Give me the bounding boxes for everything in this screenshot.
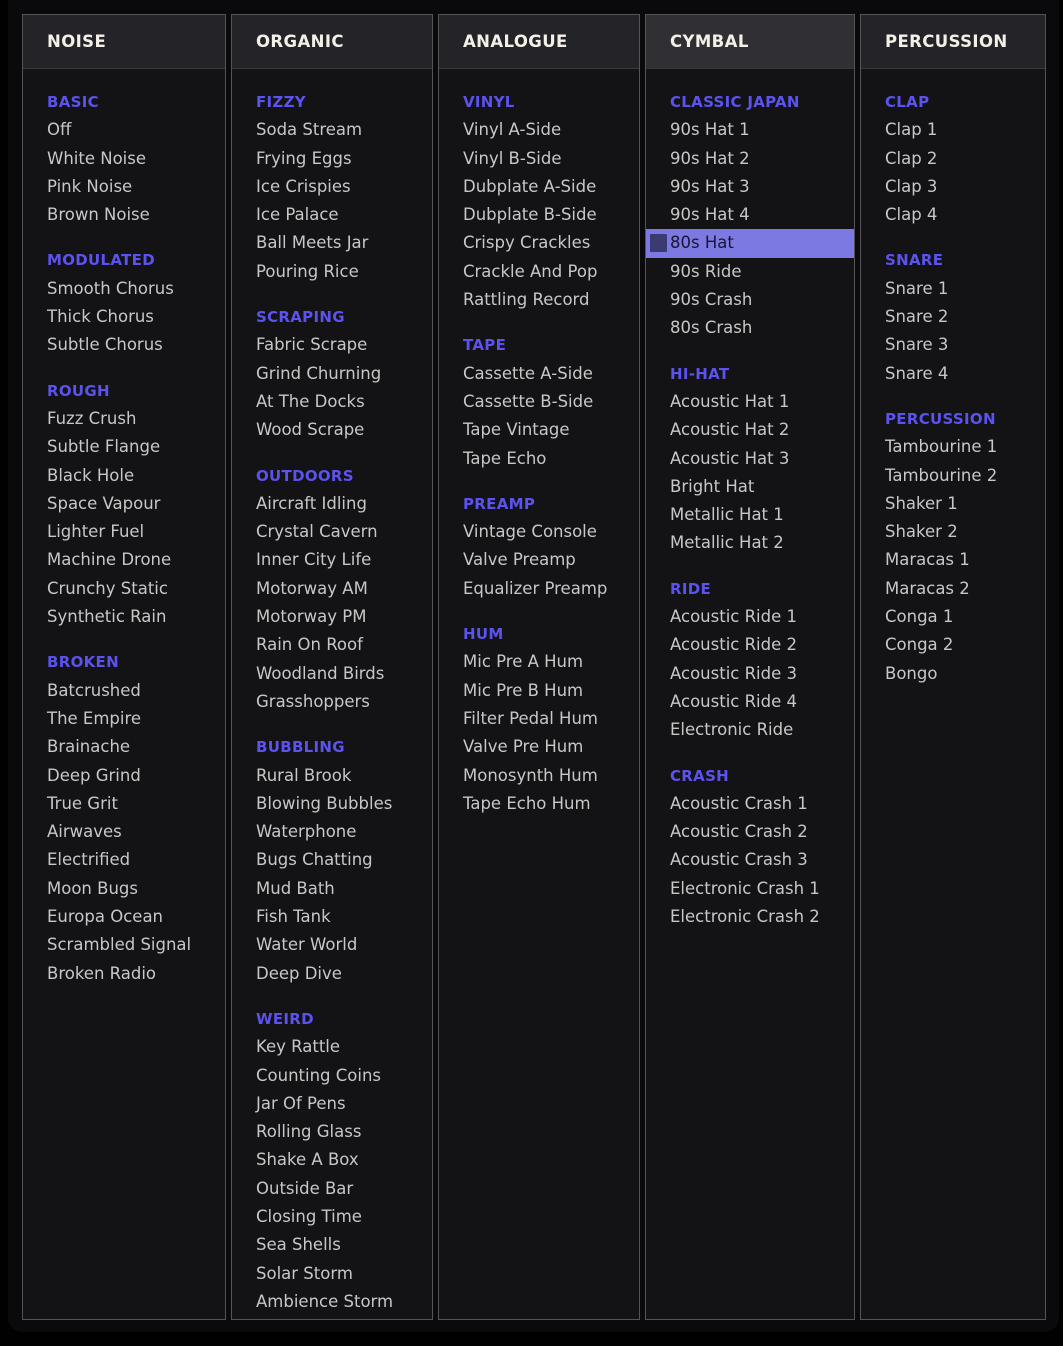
- preset-item[interactable]: Electrified: [47, 850, 131, 870]
- preset-item[interactable]: Deep Dive: [256, 963, 342, 983]
- section-label: CRASH: [670, 766, 730, 785]
- column-header-noise: NOISE: [23, 15, 225, 69]
- section-label: CLASSIC JAPAN: [670, 93, 800, 111]
- preset-item[interactable]: 90s Hat 2: [670, 148, 750, 168]
- section-modulated: [23, 246, 225, 359]
- preset-item[interactable]: Snare 4: [885, 363, 949, 383]
- preset-item[interactable]: Water World: [256, 935, 358, 955]
- section-broken: [23, 648, 225, 988]
- preset-item[interactable]: Rural Brook: [256, 765, 352, 785]
- section-basic: [23, 88, 225, 229]
- preset-item[interactable]: 80s Crash: [670, 318, 753, 338]
- preset-item[interactable]: Ice Crispies: [256, 176, 351, 196]
- preset-item[interactable]: Sea Shells: [256, 1235, 341, 1255]
- section-label: HUM: [463, 625, 504, 644]
- preset-item[interactable]: Frying Eggs: [256, 148, 352, 168]
- preset-item[interactable]: Metallic Hat 2: [670, 533, 784, 553]
- preset-item[interactable]: Grasshoppers: [256, 691, 370, 711]
- section-snare: [861, 246, 1045, 387]
- section-classic-japan: [646, 88, 854, 343]
- preset-item[interactable]: Smooth Chorus: [47, 278, 174, 298]
- preset-item[interactable]: Bugs Chatting: [256, 850, 373, 870]
- preset-item[interactable]: Tape Echo Hum: [463, 793, 591, 813]
- preset-item[interactable]: Solar Storm: [256, 1263, 353, 1283]
- preset-item[interactable]: Acoustic Ride 4: [670, 691, 798, 711]
- preset-item[interactable]: Soda Stream: [256, 120, 363, 140]
- preset-item[interactable]: Woodland Birds: [256, 663, 385, 683]
- preset-item[interactable]: Filter Pedal Hum: [463, 708, 598, 728]
- preset-item[interactable]: Tape Vintage: [463, 420, 570, 440]
- section-label: VINYL: [463, 93, 515, 111]
- preset-item[interactable]: Moon Bugs: [47, 878, 138, 898]
- preset-item[interactable]: Outside Bar: [256, 1178, 354, 1198]
- section-label: MODULATED: [47, 251, 155, 270]
- preset-item[interactable]: Synthetic Rain: [47, 607, 167, 627]
- preset-item[interactable]: Rattling Record: [463, 290, 590, 310]
- section-scraping: [232, 303, 432, 444]
- section-label: BASIC: [47, 93, 99, 111]
- section-label: ROUGH: [47, 381, 110, 400]
- preset-item[interactable]: Rain On Roof: [256, 635, 363, 655]
- preset-item[interactable]: Machine Drone: [47, 550, 172, 570]
- preset-item[interactable]: Crispy Crackles: [463, 233, 591, 253]
- preset-item[interactable]: Electronic Ride: [670, 720, 794, 740]
- section-hum: [439, 620, 639, 818]
- column-header-analogue: ANALOGUE: [439, 15, 639, 69]
- preset-item[interactable]: Vintage Console: [463, 522, 597, 542]
- section-label: BROKEN: [47, 653, 119, 672]
- preset-item[interactable]: Crunchy Static: [47, 578, 168, 598]
- preset-item[interactable]: Black Hole: [47, 465, 135, 485]
- preset-item[interactable]: 90s Hat 1: [670, 120, 750, 140]
- column-organic: [231, 14, 433, 1320]
- preset-item[interactable]: Acoustic Crash 1: [670, 793, 808, 813]
- preset-item[interactable]: Pink Noise: [47, 176, 133, 196]
- preset-item[interactable]: 90s Ride: [670, 261, 742, 281]
- preset-item[interactable]: Clap 3: [885, 176, 938, 196]
- preset-item[interactable]: Acoustic Ride 1: [670, 607, 798, 627]
- preset-item[interactable]: Monosynth Hum: [463, 765, 598, 785]
- section-fizzy: [232, 88, 432, 286]
- preset-item[interactable]: Inner City Life: [256, 550, 372, 570]
- preset-item[interactable]: Brown Noise: [47, 205, 150, 225]
- section-label: BUBBLING: [256, 738, 345, 757]
- preset-item[interactable]: Fish Tank: [256, 907, 331, 927]
- preset-item[interactable]: Snare 2: [885, 307, 949, 327]
- preset-item[interactable]: Dubplate B-Side: [463, 205, 597, 225]
- selection-marker-icon: [650, 234, 667, 252]
- column-noise: [22, 14, 226, 1320]
- preset-item[interactable]: Blowing Bubbles: [256, 793, 393, 813]
- preset-item[interactable]: Motorway AM: [256, 578, 368, 598]
- preset-item[interactable]: Metallic Hat 1: [670, 505, 784, 525]
- preset-item[interactable]: Electronic Crash 1: [670, 878, 820, 898]
- section-label: SCRAPING: [256, 308, 345, 327]
- section-label: SNARE: [885, 251, 944, 270]
- preset-item[interactable]: Batcrushed: [47, 680, 141, 700]
- preset-item[interactable]: Space Vapour: [47, 493, 161, 513]
- preset-item[interactable]: Airwaves: [47, 822, 122, 842]
- preset-item[interactable]: Fabric Scrape: [256, 335, 368, 355]
- preset-item[interactable]: True Grit: [47, 793, 118, 813]
- preset-browser: [22, 14, 1046, 1320]
- preset-item[interactable]: Acoustic Hat 2: [670, 420, 790, 440]
- section-tape: [439, 331, 639, 472]
- preset-item[interactable]: Europa Ocean: [47, 907, 164, 927]
- preset-item[interactable]: Maracas 2: [885, 578, 970, 598]
- preset-item[interactable]: Brainache: [47, 737, 131, 757]
- column-header-organic: ORGANIC: [232, 15, 432, 69]
- preset-item[interactable]: 90s Crash: [670, 290, 753, 310]
- preset-item[interactable]: Fuzz Crush: [47, 408, 137, 428]
- preset-item[interactable]: 90s Hat 4: [670, 205, 750, 225]
- preset-item[interactable]: Equalizer Preamp: [463, 578, 608, 598]
- preset-item[interactable]: Mud Bath: [256, 878, 335, 898]
- preset-item[interactable]: Electronic Crash 2: [670, 907, 820, 927]
- column-body: [861, 69, 1045, 688]
- preset-item[interactable]: Waterphone: [256, 822, 357, 842]
- section-outdoors: [232, 462, 432, 717]
- column-header-cymbal: CYMBAL: [646, 15, 854, 69]
- preset-item[interactable]: Crackle And Pop: [463, 261, 598, 281]
- preset-item[interactable]: Ambience Storm: [256, 1291, 394, 1311]
- preset-item[interactable]: Lighter Fuel: [47, 522, 145, 542]
- section-label: OUTDOORS: [256, 466, 354, 485]
- preset-item[interactable]: Grind Churning: [256, 363, 382, 383]
- preset-item[interactable]: Tambourine 2: [885, 465, 998, 485]
- preset-item[interactable]: Deep Grind: [47, 765, 141, 785]
- preset-item[interactable]: Vinyl A-Side: [463, 120, 562, 140]
- preset-item[interactable]: At The Docks: [256, 391, 365, 411]
- column-body: [646, 69, 854, 931]
- preset-item[interactable]: Thick Chorus: [47, 307, 154, 327]
- column-analogue: [438, 14, 640, 1320]
- preset-item[interactable]: Aircraft Idling: [256, 493, 367, 513]
- preset-item[interactable]: Shake A Box: [256, 1150, 359, 1170]
- preset-item[interactable]: Counting Coins: [256, 1065, 382, 1085]
- preset-item[interactable]: Shaker 2: [885, 522, 958, 542]
- column-header-percussion: PERCUSSION: [861, 15, 1045, 69]
- column-body: [232, 69, 432, 1316]
- preset-item[interactable]: Acoustic Hat 1: [670, 391, 790, 411]
- section-label: HI-HAT: [670, 364, 730, 383]
- preset-item[interactable]: Tambourine 1: [885, 437, 998, 457]
- preset-item[interactable]: Cassette B-Side: [463, 391, 594, 411]
- preset-item[interactable]: Key Rattle: [256, 1037, 341, 1057]
- preset-item[interactable]: Closing Time: [256, 1206, 362, 1226]
- preset-item[interactable]: Off: [47, 120, 72, 140]
- section-label: PERCUSSION: [885, 409, 996, 428]
- preset-item[interactable]: Acoustic Crash 2: [670, 822, 808, 842]
- preset-item[interactable]: Motorway PM: [256, 607, 367, 627]
- section-vinyl: [439, 88, 639, 314]
- section-bubbling: [232, 733, 432, 988]
- preset-item[interactable]: Broken Radio: [47, 963, 157, 983]
- section-label: WEIRD: [256, 1009, 314, 1028]
- section-label: CLAP: [885, 93, 930, 111]
- section-hi-hat: [646, 360, 854, 558]
- section-clap: [861, 88, 1045, 229]
- preset-item[interactable]: Rolling Glass: [256, 1122, 362, 1142]
- section-crash: [646, 762, 854, 932]
- section-weird: [232, 1005, 432, 1316]
- preset-item-selected[interactable]: 80s Hat: [646, 229, 854, 257]
- preset-item[interactable]: Clap 1: [885, 120, 938, 140]
- column-percussion: [860, 14, 1046, 1320]
- preset-item[interactable]: Acoustic Crash 3: [670, 850, 808, 870]
- preset-item[interactable]: Mic Pre A Hum: [463, 652, 584, 672]
- preset-item[interactable]: Subtle Chorus: [47, 335, 163, 355]
- preset-item[interactable]: Jar Of Pens: [256, 1093, 346, 1113]
- preset-item[interactable]: Pouring Rice: [256, 261, 359, 281]
- preset-item[interactable]: Wood Scrape: [256, 420, 365, 440]
- preset-item[interactable]: Valve Pre Hum: [463, 737, 584, 757]
- preset-item[interactable]: Acoustic Ride 3: [670, 663, 798, 683]
- preset-item[interactable]: Maracas 1: [885, 550, 970, 570]
- section-label: FIZZY: [256, 93, 306, 111]
- column-body: [23, 69, 225, 988]
- section-preamp: [439, 490, 639, 603]
- preset-item[interactable]: Shaker 1: [885, 493, 958, 513]
- preset-item[interactable]: Clap 4: [885, 205, 938, 225]
- section-label: TAPE: [463, 336, 507, 355]
- column-cymbal: [645, 14, 855, 1320]
- preset-item[interactable]: Bright Hat: [670, 476, 755, 496]
- preset-item[interactable]: 90s Hat 3: [670, 176, 750, 196]
- preset-item[interactable]: The Empire: [47, 708, 142, 728]
- preset-item[interactable]: Acoustic Ride 2: [670, 635, 798, 655]
- preset-item[interactable]: Bongo: [885, 663, 938, 683]
- section-percussion: [861, 405, 1045, 688]
- preset-item[interactable]: Snare 3: [885, 335, 949, 355]
- preset-item[interactable]: Clap 2: [885, 148, 938, 168]
- preset-item[interactable]: Crystal Cavern: [256, 522, 378, 542]
- preset-item[interactable]: Tape Echo: [463, 448, 547, 468]
- column-body: [439, 69, 639, 818]
- preset-item[interactable]: Conga 2: [885, 635, 954, 655]
- preset-item[interactable]: White Noise: [47, 148, 146, 168]
- section-rough: [23, 377, 225, 632]
- section-label: PREAMP: [463, 494, 536, 513]
- preset-item[interactable]: Acoustic Hat 3: [670, 448, 790, 468]
- section-ride: [646, 575, 854, 745]
- preset-item[interactable]: Snare 1: [885, 278, 949, 298]
- preset-item[interactable]: Ice Palace: [256, 205, 339, 225]
- preset-item[interactable]: Valve Preamp: [463, 550, 576, 570]
- preset-item[interactable]: Vinyl B-Side: [463, 148, 562, 168]
- preset-item[interactable]: Cassette A-Side: [463, 363, 593, 383]
- preset-item[interactable]: Subtle Flange: [47, 437, 161, 457]
- section-label: RIDE: [670, 579, 712, 598]
- preset-item[interactable]: Dubplate A-Side: [463, 176, 597, 196]
- preset-item[interactable]: Scrambled Signal: [47, 935, 192, 955]
- preset-item[interactable]: Mic Pre B Hum: [463, 680, 584, 700]
- preset-item[interactable]: Conga 1: [885, 607, 954, 627]
- preset-item[interactable]: Ball Meets Jar: [256, 233, 369, 253]
